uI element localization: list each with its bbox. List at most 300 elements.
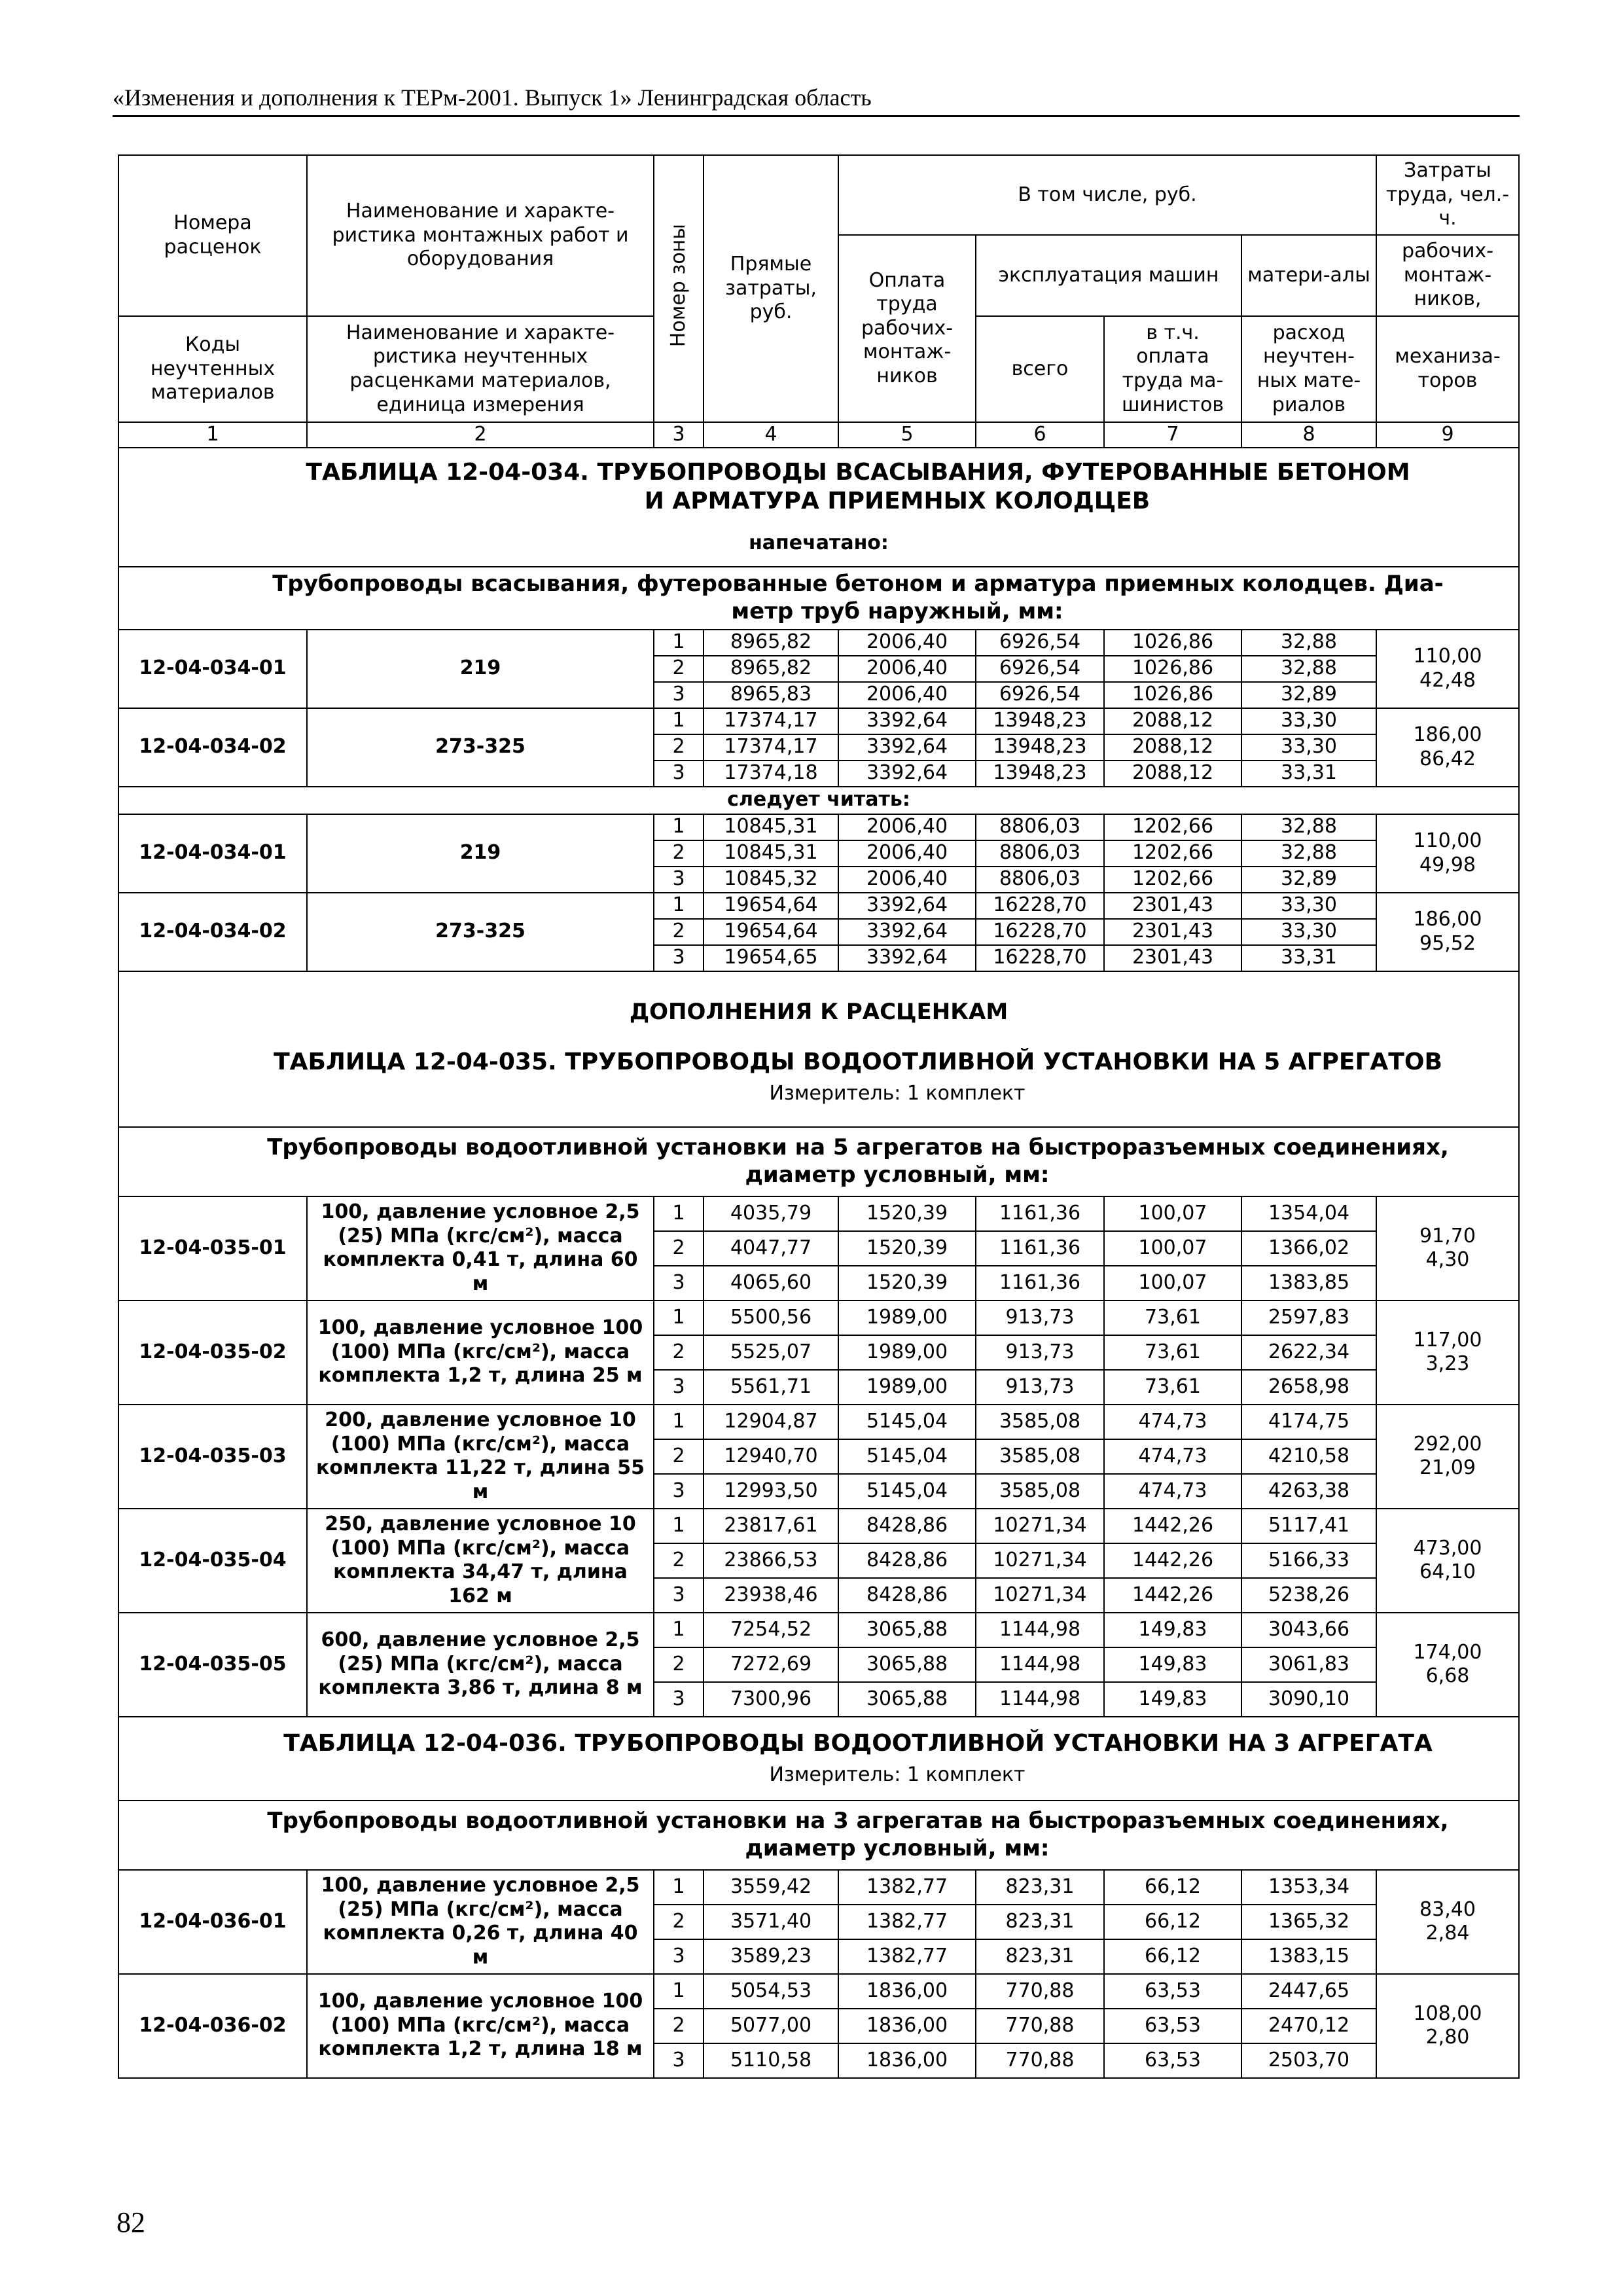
materials: 4210,58 xyxy=(1241,1439,1376,1474)
additions-label: ДОПОЛНЕНИЯ К РАСЦЕНКАМ xyxy=(629,998,1008,1025)
machinist-pay: 474,73 xyxy=(1104,1439,1241,1474)
worker-pay: 5145,04 xyxy=(838,1474,976,1509)
machines-total: 770,88 xyxy=(976,1974,1104,2009)
machines-total: 10271,34 xyxy=(976,1578,1104,1613)
labor-installers: 110,00 xyxy=(1413,645,1482,668)
worker-pay: 2006,40 xyxy=(838,656,976,682)
work-name: 100, давление условное 100 (100) МПа (кгс/см²), масса комплекта 1,2 т, длина 18 м xyxy=(307,1974,654,2078)
table-row xyxy=(118,708,1519,734)
rate-code: 12-04-034-02 xyxy=(118,893,307,971)
page-number: 82 xyxy=(116,2206,145,2238)
labor-mechanics: 64,10 xyxy=(1419,1560,1476,1584)
materials: 32,88 xyxy=(1241,840,1376,867)
direct-costs: 3571,40 xyxy=(704,1905,838,1939)
zone-number: 3 xyxy=(654,682,704,708)
rate-code: 12-04-035-03 xyxy=(118,1405,307,1509)
zone-number: 2 xyxy=(654,1439,704,1474)
table-row xyxy=(118,1509,1519,1543)
machinist-pay: 66,12 xyxy=(1104,1905,1241,1939)
header-machines-total: всего xyxy=(976,316,1104,422)
worker-pay: 1989,00 xyxy=(838,1335,976,1370)
zone-number: 2 xyxy=(654,1231,704,1266)
machines-total: 770,88 xyxy=(976,2009,1104,2043)
direct-costs: 7272,69 xyxy=(704,1647,838,1682)
worker-pay: 3392,64 xyxy=(838,761,976,787)
direct-costs: 17374,17 xyxy=(704,708,838,734)
materials: 3090,10 xyxy=(1241,1682,1376,1717)
machinist-pay: 1026,86 xyxy=(1104,682,1241,708)
zone-number: 1 xyxy=(654,1300,704,1335)
machinist-pay: 73,61 xyxy=(1104,1370,1241,1405)
machines-total: 6926,54 xyxy=(976,630,1104,656)
work-name: 100, давление условное 100 (100) МПа (кгс/см²), масса комплекта 1,2 т, длина 25 м xyxy=(307,1300,654,1405)
zone-number: 2 xyxy=(654,1543,704,1578)
worker-pay: 3392,64 xyxy=(838,945,976,971)
section-035-title: ТАБЛИЦА 12-04-035. ТРУБОПРОВОДЫ ВОДООТЛИВНОЙ УСТАНОВКИ НА 5 АГРЕГАТОВ xyxy=(274,1049,1442,1076)
labor-mechanics: 2,84 xyxy=(1425,1922,1470,1945)
worker-pay: 3392,64 xyxy=(838,893,976,919)
col-number: 2 xyxy=(307,422,654,448)
machines-total: 823,31 xyxy=(976,1870,1104,1905)
work-name: 100, давление условное 2,5 (25) МПа (кгс/см²), масса комплекта 0,26 т, длина 40 м xyxy=(307,1870,654,1974)
header-materials: матери-алы xyxy=(1241,235,1376,316)
table-row xyxy=(118,814,1519,840)
materials: 1353,34 xyxy=(1241,1870,1376,1905)
zone-number: 3 xyxy=(654,1682,704,1717)
machines-total: 8806,03 xyxy=(976,814,1104,840)
machinist-pay: 2301,43 xyxy=(1104,945,1241,971)
machines-total: 13948,23 xyxy=(976,761,1104,787)
work-name: 200, давление условное 10 (100) МПа (кгс/см²), масса комплекта 11,22 т, длина 55 м xyxy=(307,1405,654,1509)
machines-total: 13948,23 xyxy=(976,708,1104,734)
machinist-pay: 1202,66 xyxy=(1104,840,1241,867)
table-row xyxy=(118,1300,1519,1335)
machinist-pay: 474,73 xyxy=(1104,1405,1241,1439)
labor-installers: 83,40 xyxy=(1419,1897,1476,1921)
table-row xyxy=(118,1405,1519,1439)
labor-installers: 117,00 xyxy=(1413,1328,1482,1352)
machines-total: 1144,98 xyxy=(976,1647,1104,1682)
section-034-title-1: ТАБЛИЦА 12-04-034. ТРУБОПРОВОДЫ ВСАСЫВАНИЯ, ФУТЕРОВАННЫЕ БЕТОНОМ xyxy=(306,459,1410,486)
machines-total: 1161,36 xyxy=(976,1196,1104,1231)
worker-pay: 1989,00 xyxy=(838,1300,976,1335)
section-034-title-2: И АРМАТУРА ПРИЕМНЫХ КОЛОДЦЕВ xyxy=(644,488,1150,515)
materials: 2597,83 xyxy=(1241,1300,1376,1335)
labor-costs xyxy=(1376,630,1519,708)
direct-costs: 3559,42 xyxy=(704,1870,838,1905)
worker-pay: 2006,40 xyxy=(838,867,976,893)
direct-costs: 4035,79 xyxy=(704,1196,838,1231)
materials: 2503,70 xyxy=(1241,2043,1376,2078)
labor-mechanics: 49,98 xyxy=(1419,853,1476,876)
col-number: 8 xyxy=(1241,422,1376,448)
zone-number: 1 xyxy=(654,1405,704,1439)
should-read-label: следует читать: xyxy=(727,788,910,812)
rate-code: 12-04-036-02 xyxy=(118,1974,307,2078)
zone-number: 2 xyxy=(654,656,704,682)
col-number: 4 xyxy=(704,422,838,448)
header-rate-numbers: Номера расценок xyxy=(118,155,307,316)
zone-number: 3 xyxy=(654,1939,704,1974)
worker-pay: 3392,64 xyxy=(838,708,976,734)
zone-number: 3 xyxy=(654,1474,704,1509)
worker-pay: 5145,04 xyxy=(838,1405,976,1439)
direct-costs: 3589,23 xyxy=(704,1939,838,1974)
materials: 2470,12 xyxy=(1241,2009,1376,2043)
table-row xyxy=(118,1196,1519,1231)
machinist-pay: 63,53 xyxy=(1104,1974,1241,2009)
machinist-pay: 66,12 xyxy=(1104,1939,1241,1974)
direct-costs: 12940,70 xyxy=(704,1439,838,1474)
materials: 4263,38 xyxy=(1241,1474,1376,1509)
zone-number: 1 xyxy=(654,893,704,919)
worker-pay: 5145,04 xyxy=(838,1439,976,1474)
direct-costs: 5500,56 xyxy=(704,1300,838,1335)
materials: 32,88 xyxy=(1241,814,1376,840)
worker-pay: 1520,39 xyxy=(838,1196,976,1231)
section-035-subtitle xyxy=(118,1127,1519,1196)
direct-costs: 17374,18 xyxy=(704,761,838,787)
materials: 1383,15 xyxy=(1241,1939,1376,1974)
table-row xyxy=(118,1870,1519,1905)
col-number: 9 xyxy=(1376,422,1519,448)
machinist-pay: 474,73 xyxy=(1104,1474,1241,1509)
machines-total: 913,73 xyxy=(976,1300,1104,1335)
materials: 1365,32 xyxy=(1241,1905,1376,1939)
work-name: 100, давление условное 2,5 (25) МПа (кгс/см²), масса комплекта 0,41 т, длина 60 м xyxy=(307,1196,654,1300)
section-035-sub-2: диаметр условный, мм: xyxy=(745,1161,1050,1188)
work-name: 273-325 xyxy=(307,708,654,787)
labor-installers: 110,00 xyxy=(1413,829,1482,852)
worker-pay: 3392,64 xyxy=(838,919,976,945)
materials: 1354,04 xyxy=(1241,1196,1376,1231)
machinist-pay: 2088,12 xyxy=(1104,761,1241,787)
zone-number: 1 xyxy=(654,1509,704,1543)
section-034-sub-2: метр труб наружный, мм: xyxy=(731,598,1063,624)
zone-number: 3 xyxy=(654,867,704,893)
machines-total: 1144,98 xyxy=(976,1613,1104,1647)
labor-installers: 91,70 xyxy=(1419,1224,1476,1247)
header-machinist-pay: в т.ч. оплата труда ма-шинистов xyxy=(1104,316,1241,422)
price-table xyxy=(118,154,1520,2079)
materials: 33,31 xyxy=(1241,761,1376,787)
materials: 3061,83 xyxy=(1241,1647,1376,1682)
materials: 5117,41 xyxy=(1241,1509,1376,1543)
machines-total: 823,31 xyxy=(976,1905,1104,1939)
machinist-pay: 1202,66 xyxy=(1104,814,1241,840)
zone-number: 2 xyxy=(654,734,704,761)
machinist-pay: 2088,12 xyxy=(1104,708,1241,734)
worker-pay: 1382,77 xyxy=(838,1939,976,1974)
zone-number: 3 xyxy=(654,1370,704,1405)
materials: 33,30 xyxy=(1241,919,1376,945)
labor-costs xyxy=(1376,1196,1519,1300)
rate-code: 12-04-034-01 xyxy=(118,814,307,893)
work-name: 219 xyxy=(307,630,654,708)
zone-number: 1 xyxy=(654,1974,704,2009)
labor-costs xyxy=(1376,893,1519,971)
worker-pay: 3065,88 xyxy=(838,1613,976,1647)
zone-number: 1 xyxy=(654,1613,704,1647)
zone-number: 2 xyxy=(654,919,704,945)
machines-total: 823,31 xyxy=(976,1939,1104,1974)
materials: 32,88 xyxy=(1241,656,1376,682)
direct-costs: 8965,83 xyxy=(704,682,838,708)
col-number: 6 xyxy=(976,422,1104,448)
machines-total: 3585,08 xyxy=(976,1439,1104,1474)
machines-total: 1161,36 xyxy=(976,1266,1104,1300)
machinist-pay: 100,07 xyxy=(1104,1231,1241,1266)
rate-code: 12-04-034-01 xyxy=(118,630,307,708)
machines-total: 16228,70 xyxy=(976,945,1104,971)
labor-costs xyxy=(1376,1870,1519,1974)
machines-total: 913,73 xyxy=(976,1370,1104,1405)
machines-total: 6926,54 xyxy=(976,656,1104,682)
materials: 1383,85 xyxy=(1241,1266,1376,1300)
machines-total: 1144,98 xyxy=(976,1682,1104,1717)
worker-pay: 8428,86 xyxy=(838,1509,976,1543)
machinist-pay: 1442,26 xyxy=(1104,1578,1241,1613)
labor-costs xyxy=(1376,1974,1519,2078)
labor-costs xyxy=(1376,708,1519,787)
direct-costs: 5110,58 xyxy=(704,2043,838,2078)
zone-number: 2 xyxy=(654,1905,704,1939)
rate-code: 12-04-035-05 xyxy=(118,1613,307,1717)
machinist-pay: 66,12 xyxy=(1104,1870,1241,1905)
direct-costs: 5054,53 xyxy=(704,1974,838,2009)
column-numbers-row xyxy=(118,422,1519,448)
labor-mechanics: 2,80 xyxy=(1425,2026,1470,2049)
work-name: 219 xyxy=(307,814,654,893)
zone-number: 2 xyxy=(654,1335,704,1370)
work-name: 273-325 xyxy=(307,893,654,971)
direct-costs: 5561,71 xyxy=(704,1370,838,1405)
labor-installers: 473,00 xyxy=(1413,1536,1482,1560)
labor-installers: 186,00 xyxy=(1413,908,1482,931)
worker-pay: 2006,40 xyxy=(838,630,976,656)
work-name: 250, давление условное 10 (100) МПа (кгс/см²), масса комплекта 34,47 т, длина 162 м xyxy=(307,1509,654,1613)
direct-costs: 10845,31 xyxy=(704,840,838,867)
worker-pay: 8428,86 xyxy=(838,1543,976,1578)
zone-number: 2 xyxy=(654,2009,704,2043)
header-worker-pay: Оплата труда рабочих-монтаж-ников xyxy=(838,235,976,422)
materials: 32,89 xyxy=(1241,682,1376,708)
worker-pay: 1520,39 xyxy=(838,1231,976,1266)
labor-mechanics: 3,23 xyxy=(1425,1352,1470,1376)
machinist-pay: 63,53 xyxy=(1104,2009,1241,2043)
labor-mechanics: 21,09 xyxy=(1419,1456,1476,1480)
worker-pay: 3065,88 xyxy=(838,1647,976,1682)
labor-costs xyxy=(1376,1405,1519,1509)
zone-number: 3 xyxy=(654,1578,704,1613)
materials: 5238,26 xyxy=(1241,1578,1376,1613)
labor-mechanics: 6,68 xyxy=(1425,1664,1470,1688)
rate-code: 12-04-035-02 xyxy=(118,1300,307,1405)
machines-total: 3585,08 xyxy=(976,1474,1104,1509)
section-034-header xyxy=(118,448,1519,567)
labor-mechanics: 4,30 xyxy=(1425,1248,1470,1272)
section-036-header xyxy=(118,1717,1519,1801)
materials: 33,31 xyxy=(1241,945,1376,971)
machinist-pay: 100,07 xyxy=(1104,1196,1241,1231)
worker-pay: 3065,88 xyxy=(838,1682,976,1717)
materials: 33,30 xyxy=(1241,734,1376,761)
machines-total: 8806,03 xyxy=(976,867,1104,893)
section-034-subtitle xyxy=(118,567,1519,630)
direct-costs: 12904,87 xyxy=(704,1405,838,1439)
rate-code: 12-04-034-02 xyxy=(118,708,307,787)
labor-installers: 108,00 xyxy=(1413,2001,1482,2025)
machinist-pay: 149,83 xyxy=(1104,1613,1241,1647)
machinist-pay: 2301,43 xyxy=(1104,893,1241,919)
section-036-sub-1: Трубопроводы водоотливной установки на 3 агрегатав на быстроразъемных соединениях, xyxy=(267,1808,1449,1835)
labor-costs xyxy=(1376,1509,1519,1613)
materials: 3043,66 xyxy=(1241,1613,1376,1647)
header-direct-costs: Прямые затраты, руб. xyxy=(704,155,838,422)
direct-costs: 7300,96 xyxy=(704,1682,838,1717)
zone-number: 1 xyxy=(654,814,704,840)
machinist-pay: 2088,12 xyxy=(1104,734,1241,761)
worker-pay: 2006,40 xyxy=(838,814,976,840)
header-installers: рабочих-монтаж-ников, xyxy=(1376,235,1519,316)
labor-costs xyxy=(1376,1300,1519,1405)
machines-total: 8806,03 xyxy=(976,840,1104,867)
header-mechanics: механиза-торов xyxy=(1376,316,1519,422)
should-read-row xyxy=(118,787,1519,814)
direct-costs: 5077,00 xyxy=(704,2009,838,2043)
machines-total: 913,73 xyxy=(976,1335,1104,1370)
materials: 2447,65 xyxy=(1241,1974,1376,2009)
header-machines: эксплуатация машин xyxy=(976,235,1241,316)
header-zone-label: Номер зоны xyxy=(666,224,690,348)
direct-costs: 5525,07 xyxy=(704,1335,838,1370)
zone-number: 1 xyxy=(654,630,704,656)
table-row xyxy=(118,893,1519,919)
labor-mechanics: 95,52 xyxy=(1419,931,1476,955)
worker-pay: 2006,40 xyxy=(838,840,976,867)
machinist-pay: 1202,66 xyxy=(1104,867,1241,893)
materials: 33,30 xyxy=(1241,708,1376,734)
work-name: 600, давление условное 2,5 (25) МПа (кгс/см²), масса комплекта 3,86 т, длина 8 м xyxy=(307,1613,654,1717)
materials: 33,30 xyxy=(1241,893,1376,919)
zone-number: 2 xyxy=(654,1647,704,1682)
labor-costs xyxy=(1376,814,1519,893)
worker-pay: 2006,40 xyxy=(838,682,976,708)
materials: 4174,75 xyxy=(1241,1405,1376,1439)
rate-code: 12-04-036-01 xyxy=(118,1870,307,1974)
header-zone xyxy=(654,155,704,422)
zone-number: 3 xyxy=(654,761,704,787)
direct-costs: 23817,61 xyxy=(704,1509,838,1543)
materials: 32,88 xyxy=(1241,630,1376,656)
direct-costs: 4065,60 xyxy=(704,1266,838,1300)
labor-mechanics: 42,48 xyxy=(1419,668,1476,692)
worker-pay: 3392,64 xyxy=(838,734,976,761)
worker-pay: 1836,00 xyxy=(838,1974,976,2009)
rate-code: 12-04-035-01 xyxy=(118,1196,307,1300)
zone-number: 3 xyxy=(654,1266,704,1300)
machinist-pay: 73,61 xyxy=(1104,1335,1241,1370)
worker-pay: 1989,00 xyxy=(838,1370,976,1405)
machinist-pay: 63,53 xyxy=(1104,2043,1241,2078)
machines-total: 3585,08 xyxy=(976,1405,1104,1439)
direct-costs: 7254,52 xyxy=(704,1613,838,1647)
direct-costs: 23866,53 xyxy=(704,1543,838,1578)
section-036-title: ТАБЛИЦА 12-04-036. ТРУБОПРОВОДЫ ВОДООТЛИВНОЙ УСТАНОВКИ НА 3 АГРЕГАТА xyxy=(283,1730,1433,1757)
direct-costs: 19654,64 xyxy=(704,893,838,919)
direct-costs: 10845,31 xyxy=(704,814,838,840)
machinist-pay: 100,07 xyxy=(1104,1266,1241,1300)
machines-total: 770,88 xyxy=(976,2043,1104,2078)
zone-number: 1 xyxy=(654,708,704,734)
materials: 32,89 xyxy=(1241,867,1376,893)
zone-number: 2 xyxy=(654,840,704,867)
section-036-meter: Измеритель: 1 комплект xyxy=(769,1763,1026,1787)
labor-installers: 186,00 xyxy=(1413,723,1482,746)
direct-costs: 8965,82 xyxy=(704,630,838,656)
machinist-pay: 2301,43 xyxy=(1104,919,1241,945)
header-material-use: расход неучтен-ных мате-риалов xyxy=(1241,316,1376,422)
header-including: В том числе, руб. xyxy=(838,155,1376,235)
col-number: 1 xyxy=(118,422,307,448)
direct-costs: 10845,32 xyxy=(704,867,838,893)
header-labor-costs: Затраты труда, чел.-ч. xyxy=(1376,155,1519,235)
labor-installers: 174,00 xyxy=(1413,1640,1482,1664)
worker-pay: 1382,77 xyxy=(838,1870,976,1905)
machines-total: 6926,54 xyxy=(976,682,1104,708)
machines-total: 1161,36 xyxy=(976,1231,1104,1266)
machines-total: 10271,34 xyxy=(976,1509,1104,1543)
table-row xyxy=(118,1613,1519,1647)
machines-total: 16228,70 xyxy=(976,919,1104,945)
printed-label: напечатано: xyxy=(749,531,889,555)
machines-total: 10271,34 xyxy=(976,1543,1104,1578)
machinist-pay: 1026,86 xyxy=(1104,656,1241,682)
materials: 2622,34 xyxy=(1241,1335,1376,1370)
zone-number: 3 xyxy=(654,945,704,971)
direct-costs: 19654,64 xyxy=(704,919,838,945)
col-number: 7 xyxy=(1104,422,1241,448)
direct-costs: 23938,46 xyxy=(704,1578,838,1613)
header-work-name: Наименование и характе-ристика монтажных работ и оборудования xyxy=(307,155,654,316)
col-number: 3 xyxy=(654,422,704,448)
section-034-sub-1: Трубопроводы всасывания, футерованные бетоном и арматура приемных колодцев. Диа- xyxy=(272,571,1444,598)
header-material-codes: Коды неучтенных материалов xyxy=(118,316,307,422)
direct-costs: 12993,50 xyxy=(704,1474,838,1509)
machinist-pay: 1026,86 xyxy=(1104,630,1241,656)
machinist-pay: 149,83 xyxy=(1104,1647,1241,1682)
section-035-meter: Измеритель: 1 комплект xyxy=(769,1081,1026,1105)
col-number: 5 xyxy=(838,422,976,448)
direct-costs: 4047,77 xyxy=(704,1231,838,1266)
labor-mechanics: 86,42 xyxy=(1419,747,1476,770)
direct-costs: 8965,82 xyxy=(704,656,838,682)
header-material-name: Наименование и характе-ристика неучтенных расценками материалов, единица измерения xyxy=(307,316,654,422)
materials: 2658,98 xyxy=(1241,1370,1376,1405)
machines-total: 16228,70 xyxy=(976,893,1104,919)
materials: 5166,33 xyxy=(1241,1543,1376,1578)
direct-costs: 19654,65 xyxy=(704,945,838,971)
machines-total: 13948,23 xyxy=(976,734,1104,761)
worker-pay: 1836,00 xyxy=(838,2043,976,2078)
section-036-sub-2: диаметр условный, мм: xyxy=(745,1835,1050,1861)
worker-pay: 1836,00 xyxy=(838,2009,976,2043)
zone-number: 3 xyxy=(654,2043,704,2078)
zone-number: 1 xyxy=(654,1196,704,1231)
section-036-subtitle xyxy=(118,1801,1519,1870)
worker-pay: 1382,77 xyxy=(838,1905,976,1939)
page-header: «Изменения и дополнения к ТЕРм-2001. Выпуск 1» Ленинградская область xyxy=(113,84,1520,117)
